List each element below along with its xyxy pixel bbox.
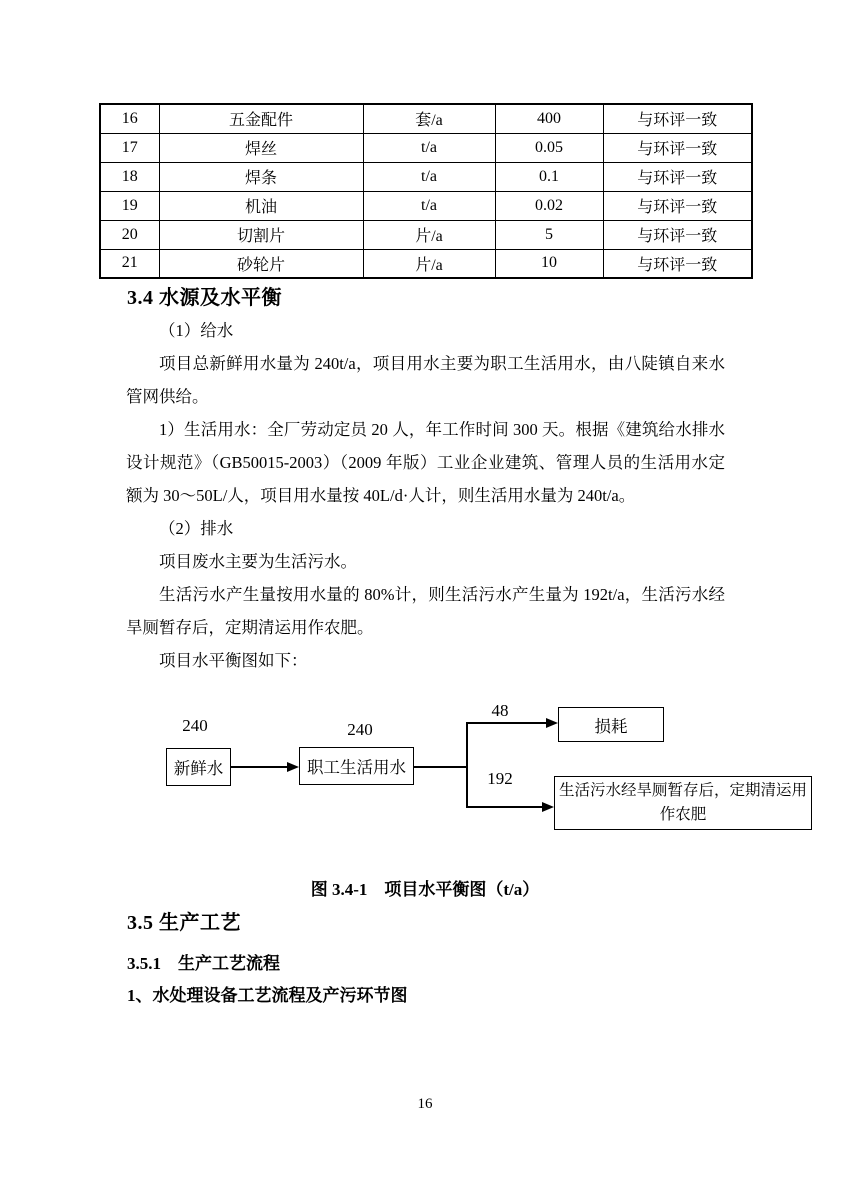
process-item-heading: 1、水处理设备工艺流程及产污环节图: [127, 986, 408, 1005]
arrowhead-right-icon: [542, 802, 554, 812]
paragraph-fresh-water: 项目总新鲜用水量为 240t/a，项目用水主要为职工生活用水，由八陡镇自来水管网供给。: [126, 354, 725, 406]
table-cell: 与环评一致: [603, 220, 752, 249]
table-cell: 5: [495, 220, 603, 249]
section-heading-3-4: 3.4 水源及水平衡: [127, 287, 282, 309]
loss-node: 损耗: [558, 707, 664, 742]
table-cell: 与环评一致: [603, 162, 752, 191]
table-cell: 0.1: [495, 162, 603, 191]
table-cell: 17: [100, 133, 159, 162]
table-cell: 套/a: [363, 104, 495, 133]
section-3-4-body: [126, 314, 725, 677]
branch-line: [466, 722, 468, 808]
table-cell: 与环评一致: [603, 249, 752, 278]
table-cell: 与环评一致: [603, 191, 752, 220]
table-cell: 与环评一致: [603, 133, 752, 162]
sewage-node: 生活污水经旱厕暂存后，定期清运用作农肥: [554, 776, 812, 830]
table-cell: 16: [100, 104, 159, 133]
table-cell: t/a: [363, 133, 495, 162]
domestic-water-node: 职工生活用水: [299, 747, 414, 785]
flow-value-inflow: 240: [182, 716, 208, 735]
figure-caption: 图 3.4-1 项目水平衡图（t/a）: [310, 880, 540, 899]
table-row: [100, 220, 752, 249]
section-heading-3-5: 3.5 生产工艺: [127, 912, 241, 934]
table-row: [100, 162, 752, 191]
table-cell: 与环评一致: [603, 104, 752, 133]
flow-line: [414, 766, 468, 768]
paragraph-sewage-amount: 生活污水产生量按用水量的 80%计，则生活污水产生量为 192t/a，生活污水经旱厕暂存后，定期清运用作农肥。: [126, 585, 725, 637]
table-cell: t/a: [363, 191, 495, 220]
table-cell: 焊丝: [159, 133, 363, 162]
fresh-water-node: 新鲜水: [166, 748, 231, 786]
table-cell: 机油: [159, 191, 363, 220]
page-number: 16: [417, 1096, 433, 1112]
flow-line: [231, 766, 288, 768]
table-row: [100, 249, 752, 278]
flow-line: [466, 806, 542, 808]
arrowhead-right-icon: [546, 718, 558, 728]
table-cell: t/a: [363, 162, 495, 191]
paragraph-water-supply-label: （1）给水: [159, 321, 234, 340]
table-cell: 切割片: [159, 220, 363, 249]
table-cell: 0.02: [495, 191, 603, 220]
paragraph-drainage-label: （2）排水: [159, 519, 234, 538]
materials-table: [99, 103, 753, 279]
table-cell: 10: [495, 249, 603, 278]
table-cell: 19: [100, 191, 159, 220]
table-row: [100, 191, 752, 220]
flow-value-usage: 240: [347, 720, 373, 739]
table-cell: 片/a: [363, 249, 495, 278]
table-cell: 400: [495, 104, 603, 133]
table-cell: 砂轮片: [159, 249, 363, 278]
table-cell: 五金配件: [159, 104, 363, 133]
table-cell: 焊条: [159, 162, 363, 191]
paragraph-balance-intro: 项目水平衡图如下：: [159, 651, 308, 670]
table-cell: 18: [100, 162, 159, 191]
table-cell: 21: [100, 249, 159, 278]
table-cell: 片/a: [363, 220, 495, 249]
table-cell: 20: [100, 220, 159, 249]
paragraph-wastewater: 项目废水主要为生活污水。: [159, 552, 357, 571]
flow-value-sewage: 192: [487, 769, 513, 788]
section-heading-3-5-1: 3.5.1 生产工艺流程: [127, 954, 280, 973]
table-row: [100, 104, 752, 133]
table-cell: 0.05: [495, 133, 603, 162]
paragraph-domestic-water: 1）生活用水：全厂劳动定员 20 人，年工作时间 300 天。根据《建筑给水排水设计规范》（GB50015-2003）（2009 年版）工业企业建筑、管理人员的生活用水定额为 30～50L/人，项目用水量按 40L/d·人计，则生活用水量为 240t/a。: [126, 420, 725, 505]
arrowhead-right-icon: [287, 762, 299, 772]
flow-value-loss: 48: [491, 701, 509, 720]
table-row: [100, 133, 752, 162]
flow-line: [466, 722, 546, 724]
